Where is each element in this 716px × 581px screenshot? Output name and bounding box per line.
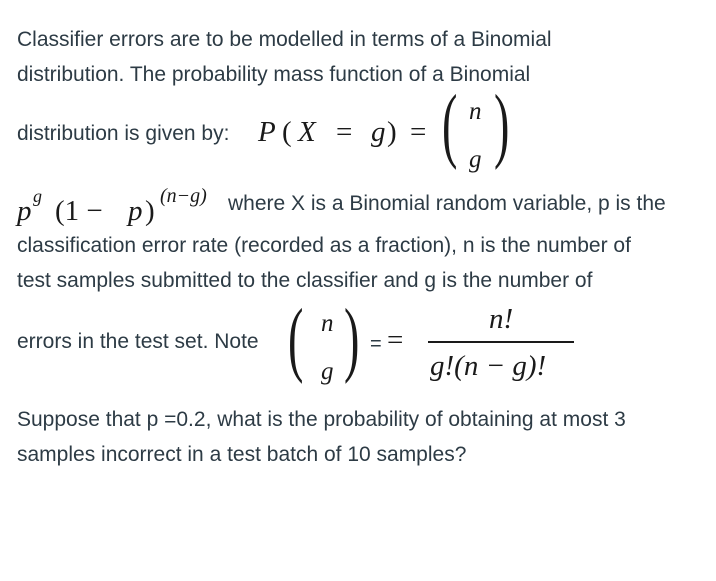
formula-close-paren-2: ) bbox=[145, 195, 155, 227]
fraction-denominator: g!(n − g)! bbox=[430, 350, 547, 382]
formula-p: p bbox=[17, 195, 32, 227]
formula-X: X bbox=[298, 116, 316, 148]
formula-one-minus: (1 − bbox=[55, 195, 103, 227]
binom-right-paren: ) bbox=[494, 78, 510, 171]
text-line-7: errors in the test set. Note bbox=[17, 330, 259, 353]
formula-close-paren: ) bbox=[387, 116, 397, 148]
formula-equals-2: = bbox=[410, 116, 427, 148]
formula-p2: p bbox=[128, 195, 143, 227]
equals-text: = bbox=[370, 333, 382, 355]
formula-p-exponent: g bbox=[33, 186, 42, 206]
formula-equals-1: = bbox=[336, 116, 353, 148]
binom2-left-paren: ( bbox=[288, 292, 304, 385]
text-line-1: Classifier errors are to be modelled in terms of a Binomial bbox=[17, 28, 552, 51]
formula-P: P bbox=[258, 116, 276, 148]
text-line-3: distribution is given by: bbox=[17, 122, 230, 145]
binom-top-n: n bbox=[469, 98, 482, 125]
formula-g: g bbox=[371, 116, 386, 148]
formula-open-paren: ( bbox=[282, 116, 292, 148]
text-line-8: Suppose that p =0.2, what is the probability of obtaining at most 3 bbox=[17, 408, 626, 431]
fraction-bar bbox=[428, 341, 574, 343]
fraction-numerator: n! bbox=[489, 303, 514, 335]
binom2-top-n: n bbox=[321, 310, 334, 337]
formula-exponent: (n−g) bbox=[160, 185, 207, 207]
text-line-5: classification error rate (recorded as a fraction), n is the number of bbox=[17, 234, 631, 257]
binom-left-paren: ( bbox=[442, 78, 458, 171]
text-line-9: samples incorrect in a test batch of 10 samples? bbox=[17, 443, 467, 466]
text-line-2: distribution. The probability mass function of a Binomial bbox=[17, 63, 531, 86]
text-line-4: where X is a Binomial random variable, p is the bbox=[228, 192, 666, 215]
formula-equals-3: = bbox=[387, 324, 404, 356]
binom-bottom-g: g bbox=[469, 146, 482, 173]
binom2-right-paren: ) bbox=[344, 292, 360, 385]
text-line-6: test samples submitted to the classifier and g is the number of bbox=[17, 269, 593, 292]
binom2-bottom-g: g bbox=[321, 358, 334, 385]
